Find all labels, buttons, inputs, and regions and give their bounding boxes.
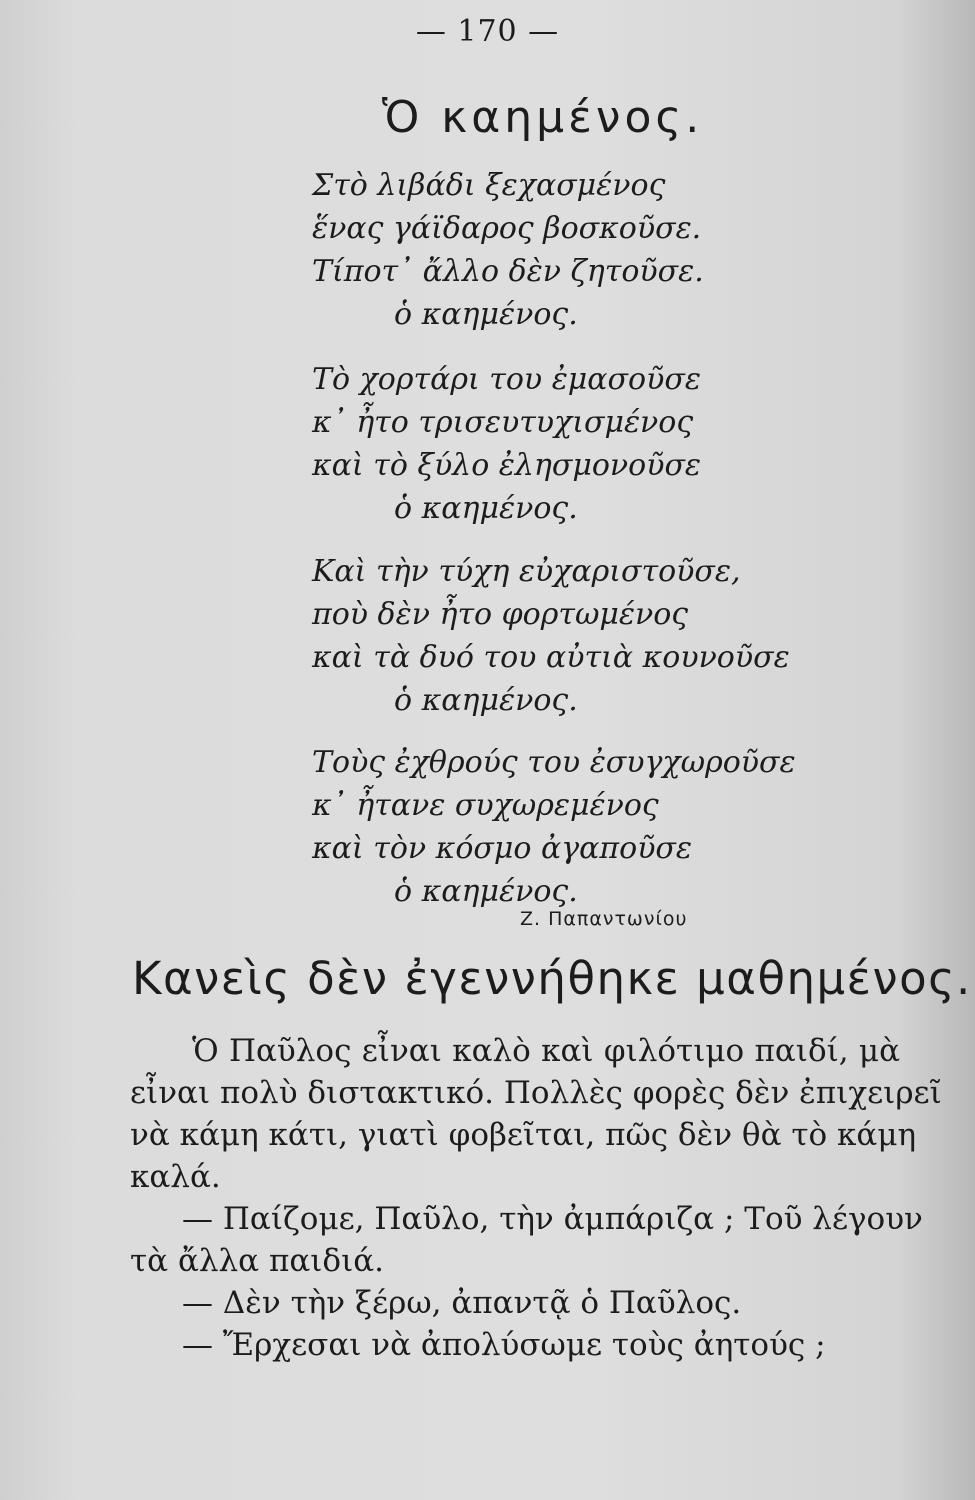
story-line: — Δὲν τὴν ξέρω, ἀπαντᾷ ὁ Παῦλος. [182, 1285, 742, 1321]
poem-line: Τίποτ᾽ ἄλλο δὲν ζητοῦσε. [312, 254, 704, 289]
poem-line: κ᾽ ἦτανε συχωρεμένος [312, 788, 659, 823]
poem-stanza-1 [312, 164, 704, 336]
poem-refrain: ὁ καημένος. [394, 683, 578, 718]
story-line: καλά. [130, 1159, 221, 1195]
poem-stanza-3 [312, 550, 790, 722]
poem-line: κ᾽ ἦτο τρισευτυχισμένος [312, 405, 694, 440]
section-heading: Κανεὶς δὲν ἐγεννήθηκε μαθημένος. [132, 952, 972, 1005]
poem-title: Ὁ καημένος. [382, 92, 704, 143]
poem-refrain: ὁ καημένος. [394, 297, 578, 332]
story-line: — Παίζομε, Παῦλο, τὴν ἀμπάριζα ; Τοῦ λέγουν [182, 1201, 923, 1237]
poem-line: ποὺ δὲν ἦτο φορτωμένος [312, 597, 689, 632]
poem-line: Τοὺς ἐχθρούς του ἐσυγχωροῦσε [312, 745, 796, 780]
poem-line: Στὸ λιβάδι ξεχασμένος [312, 168, 666, 203]
story-line: Ὁ Παῦλος εἶναι καλὸ καὶ φιλότιμο παιδί, μὰ [192, 1033, 900, 1069]
poem-line: καὶ τὸν κόσμο ἀγαποῦσε [312, 831, 693, 866]
story-line: εἶναι πολὺ διστακτικό. Πολλὲς φορὲς δὲν ἐπιχειρεῖ [130, 1075, 942, 1111]
poem-refrain: ὁ καημένος. [394, 491, 578, 526]
poem-author: Ζ. Παπαντωνίου [520, 908, 688, 930]
story-line: τὰ ἄλλα παιδιά. [130, 1243, 385, 1279]
poem-line: Τὸ χορτάρι του ἐμασοῦσε [312, 362, 701, 397]
poem-line: ἕνας γάϊδαρος βοσκοῦσε. [312, 211, 702, 246]
story-line: — Ἔρχεσαι νὰ ἀπολύσωμε τοὺς ἀητούς ; [182, 1327, 826, 1363]
story-text [130, 1030, 942, 1366]
poem-line: καὶ τὸ ξύλο ἐλησμονοῦσε [312, 448, 702, 483]
poem-line: καὶ τὰ δυό του αὐτιὰ κουνοῦσε [312, 640, 790, 675]
poem-stanza-2 [312, 358, 701, 530]
poem-stanza-4 [312, 741, 796, 913]
page-number: — 170 — [415, 14, 560, 49]
story-line: νὰ κάμη κάτι, γιατὶ φοβεῖται, πῶς δὲν θὰ τὸ κάμη [130, 1117, 917, 1153]
poem-refrain: ὁ καημένος. [394, 874, 578, 909]
poem-line: Καὶ τὴν τύχη εὐχαριστοῦσε, [312, 554, 741, 589]
